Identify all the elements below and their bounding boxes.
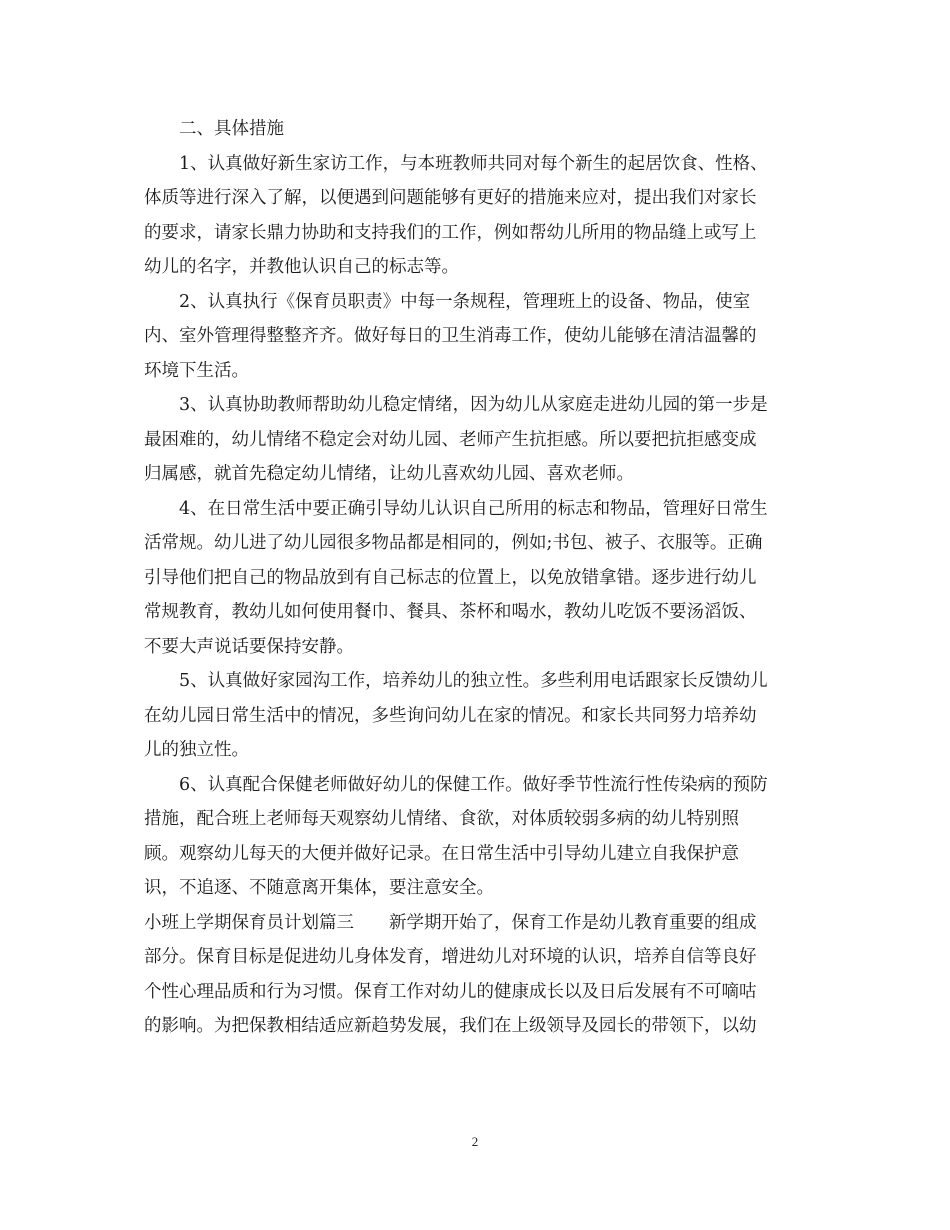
text-line: 活常规。幼儿进了幼儿园很多物品都是相同的，例如;书包、被子、衣服等。正确 bbox=[144, 533, 763, 553]
text-line: 在幼儿园日常生活中的情况，多些询问幼儿在家的情况。和家长共同努力培养幼 bbox=[144, 705, 757, 726]
text-line: 个性心理品质和行为习惯。保育工作对幼儿的健康成长以及日后发展有不可嘀咕 bbox=[144, 981, 757, 1002]
text-line: 部分。保育目标是促进幼儿身体发育，增进幼儿对环境的认识，培养自信等良好 bbox=[144, 947, 757, 967]
text-line: 最困难的，幼儿情绪不稳定会对幼儿园、老师产生抗拒感。所以要把抗拒感变成 bbox=[144, 429, 757, 450]
text-line: 体质等进行深入了解，以便遇到问题能够有更好的措施来应对，提出我们对家长 bbox=[144, 188, 757, 208]
text-line: 的要求，请家长鼎力协助和支持我们的工作，例如帮幼儿所用的物品缝上或写上 bbox=[144, 222, 757, 243]
text-line: 小班上学期保育员计划篇三 新学期开始了，保育工作是幼儿教育重要的组成 bbox=[144, 912, 757, 933]
text-line: 6、认真配合保健老师做好幼儿的保健工作。做好季节性流行性传染病的预防 bbox=[144, 774, 768, 795]
text-line: 环境下生活。 bbox=[144, 360, 249, 381]
text-line: 的影响。为把保教相结适应新趋势发展，我们在上级领导及园长的带领下，以幼 bbox=[144, 1016, 757, 1036]
text-line: 归属感，就首先稳定幼儿情绪，让幼儿喜欢幼儿园、喜欢老师。 bbox=[144, 464, 634, 484]
page-number: 2 bbox=[471, 1134, 479, 1149]
text-line: 二、具体措施 bbox=[144, 119, 284, 139]
document-body bbox=[144, 112, 804, 1044]
text-line: 1、认真做好新生家访工作，与本班教师共同对每个新生的起居饮食、性格、 bbox=[144, 153, 768, 174]
text-line: 不要大声说话要保持安静。 bbox=[144, 636, 354, 657]
text-line: 幼儿的名字，并教他认识自己的标志等。 bbox=[144, 257, 459, 277]
text-line: 常规教育，教幼儿如何使用餐巾、餐具、茶杯和喝水，教幼儿吃饭不要汤滔饭、 bbox=[144, 602, 757, 622]
text-line: 顾。观察幼儿每天的大便并做好记录。在日常生活中引导幼儿建立自我保护意 bbox=[144, 843, 739, 864]
text-line: 引导他们把自己的物品放到有自己标志的位置上，以免放错拿错。逐步进行幼儿 bbox=[144, 567, 757, 588]
text-line: 2、认真执行《保育员职责》中每一条规程，管理班上的设备、物品，使室 bbox=[144, 291, 751, 312]
text-line: 内、室外管理得整整齐齐。做好每日的卫生消毒工作，使幼儿能够在清洁温馨的 bbox=[144, 326, 757, 346]
text-line: 儿的独立性。 bbox=[144, 740, 249, 760]
text-line: 4、在日常生活中要正确引导幼儿认识自己所用的标志和物品，管理好日常生 bbox=[144, 498, 768, 519]
text-line: 措施，配合班上老师每天观察幼儿情绪、食欲，对体质较弱多病的幼儿特别照 bbox=[144, 809, 739, 829]
text-line: 5、认真做好家园沟工作，培养幼儿的独立性。多些利用电话跟家长反馈幼儿 bbox=[144, 671, 768, 691]
text-line: 识，不追逐、不随意离开集体，要注意安全。 bbox=[144, 878, 494, 898]
text-line: 3、认真协助教师帮助幼儿稳定情绪，因为幼儿从家庭走进幼儿园的第一步是 bbox=[144, 395, 768, 415]
